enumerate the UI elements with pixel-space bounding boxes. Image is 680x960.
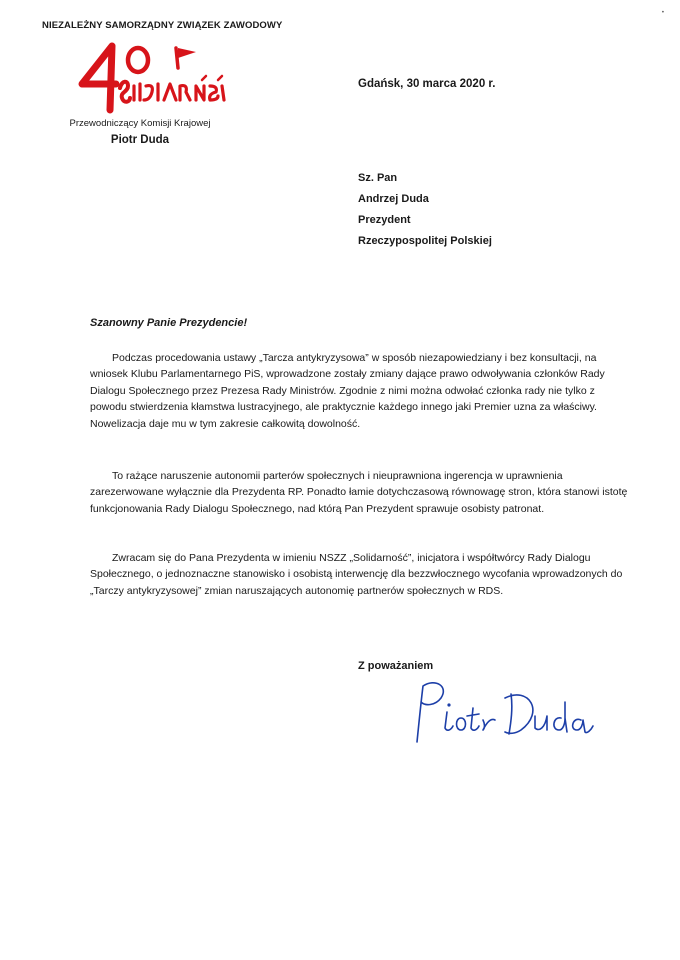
chair-role: Przewodniczący Komisji Krajowej <box>69 118 211 129</box>
signature-graphic <box>395 672 595 752</box>
solidarnosc-logo <box>72 40 232 116</box>
place-date: Gdańsk, 30 marca 2020 r. <box>358 78 496 90</box>
handwritten-signature <box>395 672 595 752</box>
closing: Z poważaniem <box>358 660 434 672</box>
chair-name: Piotr Duda <box>110 134 170 146</box>
body-paragraph-1: Podczas procedowania ustawy „Tarcza antykryzysowa” w sposób niezapowiedziany i bez konsultacji, na wniosek Klubu Parlamentarnego PiS, wprowadzone zostały zmiany dające prawo odwoływania członków Rady Dialogu Społecznego przez Prezesa Rady Ministrów. Zgodnie z nimi można odwołać członka rady nie tylko z powodu stwierdzenia kłamstwa lustracyjnego, ale praktycznie każdego innego jaki Premier uzna za właściwy. Nowelizacja daje mu w tym zakresie całkowitą dowolność. <box>90 352 605 430</box>
recipient-line: Sz. Pan <box>358 172 398 184</box>
recipient-name: Andrzej Duda <box>358 193 429 205</box>
recipient-country: Rzeczypospolitej Polskiej <box>358 235 492 247</box>
body-paragraph-2: To rażące naruszenie autonomii parterów społecznych i nieuprawniona ingerencja w uprawnienia zarezerwowane wyłącznie dla Prezydenta RP. Ponadto łamie dotychczasową równowagę stron, która stanowi istotę funkcjonowania Rady Dialogu Społecznego, nad którą Pan Prezydent sprawuje osobisty patronat. <box>90 470 628 515</box>
scan-mark: • <box>661 10 664 16</box>
recipient-block <box>358 168 492 252</box>
solidarnosc-logo-graphic <box>72 40 232 116</box>
salutation: Szanowny Panie Prezydencie! <box>90 317 248 329</box>
organization-name: NIEZALEŻNY SAMORZĄDNY ZWIĄZEK ZAWODOWY <box>42 20 283 31</box>
recipient-title: Prezydent <box>358 214 411 226</box>
body-paragraph-3: Zwracam się do Pana Prezydenta w imieniu NSZZ „Solidarność”, inicjatora i współtwórcy Rady Dialogu Społecznego, o jednoznaczne stanowisko i osobistą interwencję dla bezzwłocznego wycofania wprowadzonych do „Tarczy antykryzysowej” zmian naruszających autonomię partnerów społecznych w RDS. <box>90 552 623 597</box>
